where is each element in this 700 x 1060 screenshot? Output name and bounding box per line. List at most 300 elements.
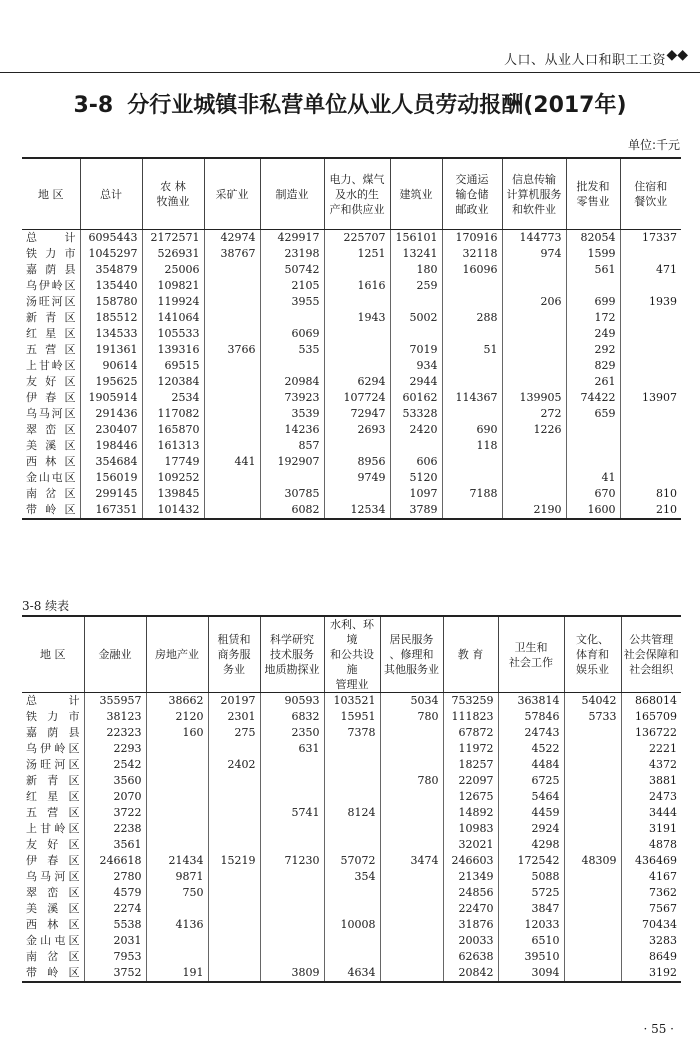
value-cell: 10008 (324, 917, 380, 933)
value-cell: 292 (566, 342, 620, 358)
table-row (22, 885, 681, 901)
labor-remuneration-table-part1 (22, 157, 681, 520)
value-cell: 165870 (142, 422, 204, 438)
value-cell: 62638 (443, 949, 498, 965)
value-cell (146, 949, 208, 965)
table-number: 3-8 (73, 93, 114, 118)
value-cell (146, 789, 208, 805)
value-cell: 71230 (260, 853, 324, 869)
value-cell: 10983 (443, 821, 498, 837)
value-cell: 57846 (498, 709, 564, 725)
value-cell (390, 294, 442, 310)
table-row (22, 278, 681, 294)
region-name-cell: 新青区 (22, 310, 80, 326)
value-cell (442, 502, 502, 519)
value-cell (502, 262, 566, 278)
value-cell: 38767 (204, 246, 260, 262)
value-cell: 1251 (324, 246, 390, 262)
region-name-cell: 铁力市 (22, 709, 84, 725)
table-row (22, 709, 681, 725)
value-cell: 429917 (260, 230, 324, 247)
table-row (22, 901, 681, 917)
value-cell (146, 805, 208, 821)
value-cell: 2120 (146, 709, 208, 725)
value-cell (502, 358, 566, 374)
region-name-cell: 美溪区 (22, 901, 84, 917)
value-cell: 4484 (498, 757, 564, 773)
value-cell: 156101 (390, 230, 442, 247)
value-cell (380, 949, 443, 965)
value-cell: 6725 (498, 773, 564, 789)
value-cell: 1045297 (80, 246, 142, 262)
value-cell: 5120 (390, 470, 442, 486)
value-cell: 118 (442, 438, 502, 454)
value-cell: 606 (390, 454, 442, 470)
region-name-cell: 红星区 (22, 326, 80, 342)
value-cell: 160 (146, 725, 208, 741)
value-cell (324, 949, 380, 965)
value-cell (564, 885, 621, 901)
value-cell (620, 278, 681, 294)
value-cell: 299145 (80, 486, 142, 502)
value-cell: 73923 (260, 390, 324, 406)
value-cell: 1939 (649, 295, 677, 308)
value-cell (620, 406, 681, 422)
value-cell: 249 (566, 326, 620, 342)
value-cell (260, 789, 324, 805)
value-cell: 42974 (204, 230, 260, 247)
value-cell (324, 294, 390, 310)
value-cell: 2238 (84, 821, 146, 837)
value-cell: 291436 (80, 406, 142, 422)
value-cell: 13241 (390, 246, 442, 262)
value-cell (566, 438, 620, 454)
value-cell: 114367 (442, 390, 502, 406)
value-cell (380, 789, 443, 805)
value-cell: 631 (260, 741, 324, 757)
value-cell (566, 422, 620, 438)
value-cell (260, 885, 324, 901)
region-name-cell: 总 计 (22, 693, 84, 710)
value-cell (324, 885, 380, 901)
value-cell: 32118 (442, 246, 502, 262)
value-cell: 1226 (502, 422, 566, 438)
value-cell: 5088 (498, 869, 564, 885)
value-cell (208, 773, 260, 789)
column-header: 农 林 牧渔业 (142, 158, 204, 230)
table-header-row (22, 158, 681, 230)
value-cell: 3789 (390, 502, 442, 519)
value-cell: 18257 (443, 757, 498, 773)
value-cell: 2780 (84, 869, 146, 885)
value-cell (380, 805, 443, 821)
region-name-cell: 友好区 (22, 837, 84, 853)
table-row (22, 502, 681, 519)
value-cell: 3191 (649, 822, 677, 835)
value-cell (208, 837, 260, 853)
value-cell: 17337 (642, 231, 677, 244)
region-name-cell: 金山屯区 (22, 933, 84, 949)
column-header: 房地产业 (146, 616, 208, 693)
value-cell: 24743 (498, 725, 564, 741)
value-cell: 185512 (80, 310, 142, 326)
region-name-cell: 乌伊岭区 (22, 278, 80, 294)
value-cell: 2402 (208, 757, 260, 773)
value-cell: 90593 (260, 693, 324, 710)
region-name-cell: 汤旺河区 (22, 757, 84, 773)
value-cell: 3847 (498, 901, 564, 917)
value-cell (146, 773, 208, 789)
value-cell (204, 358, 260, 374)
value-cell (324, 262, 390, 278)
value-cell (204, 310, 260, 326)
value-cell: 810 (656, 487, 677, 500)
table-row (22, 374, 681, 390)
table-row (22, 917, 681, 933)
value-cell: 3766 (204, 342, 260, 358)
value-cell (442, 278, 502, 294)
value-cell: 21349 (443, 869, 498, 885)
value-cell (324, 741, 380, 757)
value-cell: 12534 (324, 502, 390, 519)
column-header: 科学研究 技术服务 地质勘探业 (260, 616, 324, 693)
value-cell: 14892 (443, 805, 498, 821)
value-cell: 32021 (443, 837, 498, 853)
value-cell (204, 262, 260, 278)
region-name-cell: 总 计 (22, 230, 80, 247)
value-cell: 105533 (142, 326, 204, 342)
region-name-cell: 带岭区 (22, 502, 80, 519)
region-name-cell: 美溪区 (22, 438, 80, 454)
column-header: 电力、煤气 及水的生 产和供应业 (324, 158, 390, 230)
table-row (22, 725, 681, 741)
value-cell: 780 (380, 709, 443, 725)
value-cell: 436469 (635, 854, 677, 867)
value-cell: 7567 (649, 902, 677, 915)
value-cell (564, 837, 621, 853)
value-cell: 165709 (635, 710, 677, 723)
value-cell (260, 837, 324, 853)
value-cell: 4372 (649, 758, 677, 771)
table-row (22, 262, 681, 278)
value-cell (260, 757, 324, 773)
value-cell: 659 (566, 406, 620, 422)
value-cell (324, 773, 380, 789)
value-cell: 6832 (260, 709, 324, 725)
column-header: 租赁和 商务服 务业 (208, 616, 260, 693)
region-name-cell: 乌伊岭区 (22, 741, 84, 757)
value-cell (208, 789, 260, 805)
value-cell: 206 (502, 294, 566, 310)
region-name-cell: 五营区 (22, 342, 80, 358)
table-row (22, 869, 681, 885)
value-cell (204, 438, 260, 454)
value-cell (564, 741, 621, 757)
value-cell: 2693 (324, 422, 390, 438)
value-cell: 275 (208, 725, 260, 741)
table-row (22, 837, 681, 853)
value-cell (208, 805, 260, 821)
value-cell: 17749 (142, 454, 204, 470)
value-cell (564, 949, 621, 965)
value-cell (204, 470, 260, 486)
value-cell: 48309 (564, 853, 621, 869)
value-cell: 934 (390, 358, 442, 374)
value-cell: 2274 (84, 901, 146, 917)
value-cell (566, 454, 620, 470)
continued-label: 3-8 续表 (22, 599, 70, 613)
value-cell (146, 821, 208, 837)
value-cell (208, 917, 260, 933)
value-cell (620, 438, 681, 454)
value-cell: 259 (390, 278, 442, 294)
value-cell: 4522 (498, 741, 564, 757)
value-cell: 5741 (260, 805, 324, 821)
value-cell: 3094 (498, 965, 564, 982)
column-header: 水利、环境 和公共设施 管理业 (324, 616, 380, 693)
value-cell (324, 757, 380, 773)
value-cell (324, 486, 390, 502)
value-cell (620, 246, 681, 262)
table-title: 分行业城镇非私营单位从业人员劳动报酬(2017年) (127, 93, 627, 118)
value-cell: 1905914 (80, 390, 142, 406)
value-cell: 60162 (390, 390, 442, 406)
region-name-cell: 翠峦区 (22, 885, 84, 901)
value-cell (208, 901, 260, 917)
value-cell: 7953 (84, 949, 146, 965)
table-row (22, 805, 681, 821)
value-cell: 3560 (84, 773, 146, 789)
column-header: 制造业 (260, 158, 324, 230)
value-cell: 12675 (443, 789, 498, 805)
table-row (22, 310, 681, 326)
value-cell: 561 (566, 262, 620, 278)
column-header: 批发和 零售业 (566, 158, 620, 230)
column-header: 信息传输 计算机服务 和软件业 (502, 158, 566, 230)
value-cell: 670 (566, 486, 620, 502)
value-cell: 38123 (84, 709, 146, 725)
value-cell: 82054 (566, 230, 620, 247)
region-name-cell: 友好区 (22, 374, 80, 390)
value-cell (146, 901, 208, 917)
value-cell: 11972 (443, 741, 498, 757)
value-cell (564, 933, 621, 949)
column-header: 居民服务 、修理和 其他服务业 (380, 616, 443, 693)
value-cell: 3809 (260, 965, 324, 982)
value-cell: 15951 (324, 709, 380, 725)
value-cell (502, 374, 566, 390)
value-cell (208, 949, 260, 965)
value-cell (564, 869, 621, 885)
value-cell: 107724 (324, 390, 390, 406)
value-cell (380, 837, 443, 853)
value-cell (564, 901, 621, 917)
unit-label: 单位:千元 (627, 138, 680, 152)
table-row (22, 741, 681, 757)
value-cell (204, 486, 260, 502)
value-cell: 74422 (566, 390, 620, 406)
running-header (0, 42, 700, 73)
value-cell: 5538 (84, 917, 146, 933)
value-cell: 3539 (260, 406, 324, 422)
value-cell (390, 438, 442, 454)
value-cell: 50742 (260, 262, 324, 278)
value-cell (260, 310, 324, 326)
value-cell: 14236 (260, 422, 324, 438)
value-cell (380, 869, 443, 885)
region-column-header: 地 区 (22, 616, 84, 693)
page-title (0, 88, 700, 119)
table-row (22, 326, 681, 342)
value-cell: 699 (566, 294, 620, 310)
table-row (22, 853, 681, 869)
value-cell (620, 342, 681, 358)
value-cell: 5464 (498, 789, 564, 805)
region-name-cell: 翠峦区 (22, 422, 80, 438)
value-cell: 4634 (324, 965, 380, 982)
value-cell: 170916 (442, 230, 502, 247)
value-cell (502, 454, 566, 470)
value-cell: 354879 (80, 262, 142, 278)
column-header: 金融业 (84, 616, 146, 693)
value-cell: 868014 (635, 694, 677, 707)
region-name-cell: 红星区 (22, 789, 84, 805)
region-name-cell: 上甘岭区 (22, 358, 80, 374)
region-name-cell: 新青区 (22, 773, 84, 789)
value-cell: 41 (566, 470, 620, 486)
table-row (22, 933, 681, 949)
table-row (22, 390, 681, 406)
value-cell: 7362 (649, 886, 677, 899)
value-cell: 20033 (443, 933, 498, 949)
value-cell: 8956 (324, 454, 390, 470)
value-cell (260, 901, 324, 917)
value-cell: 135440 (80, 278, 142, 294)
value-cell: 192907 (260, 454, 324, 470)
value-cell: 4878 (649, 838, 677, 851)
table-header-row (22, 616, 681, 693)
value-cell (204, 326, 260, 342)
value-cell (380, 821, 443, 837)
value-cell: 6294 (324, 374, 390, 390)
value-cell: 974 (502, 246, 566, 262)
value-cell (204, 278, 260, 294)
value-cell (564, 805, 621, 821)
value-cell: 72947 (324, 406, 390, 422)
value-cell: 6082 (260, 502, 324, 519)
value-cell: 2473 (649, 790, 677, 803)
value-cell: 8649 (649, 950, 677, 963)
column-header: 总计 (80, 158, 142, 230)
value-cell: 30785 (260, 486, 324, 502)
value-cell: 24856 (443, 885, 498, 901)
value-cell (260, 949, 324, 965)
value-cell: 261 (566, 374, 620, 390)
region-name-cell: 西林区 (22, 454, 80, 470)
region-name-cell: 嘉荫县 (22, 262, 80, 278)
value-cell: 3752 (84, 965, 146, 982)
value-cell: 5725 (498, 885, 564, 901)
value-cell: 288 (442, 310, 502, 326)
value-cell (442, 358, 502, 374)
value-cell: 51 (442, 342, 502, 358)
value-cell: 3474 (380, 853, 443, 869)
value-cell (442, 406, 502, 422)
value-cell: 3192 (621, 965, 681, 982)
value-cell: 6510 (498, 933, 564, 949)
table-row (22, 406, 681, 422)
value-cell: 20842 (443, 965, 498, 982)
value-cell (442, 374, 502, 390)
value-cell (564, 725, 621, 741)
region-name-cell: 乌马河区 (22, 406, 80, 422)
value-cell (208, 885, 260, 901)
value-cell: 272 (502, 406, 566, 422)
value-cell: 15219 (208, 853, 260, 869)
value-cell: 6069 (260, 326, 324, 342)
value-cell (324, 358, 390, 374)
value-cell: 16096 (442, 262, 502, 278)
value-cell: 857 (260, 438, 324, 454)
value-cell (324, 837, 380, 853)
value-cell: 57072 (324, 853, 380, 869)
value-cell: 12033 (498, 917, 564, 933)
value-cell: 191 (146, 965, 208, 982)
value-cell: 8124 (324, 805, 380, 821)
value-cell: 22097 (443, 773, 498, 789)
table-row (22, 949, 681, 965)
value-cell: 225707 (324, 230, 390, 247)
value-cell: 38662 (146, 693, 208, 710)
value-cell: 25006 (142, 262, 204, 278)
value-cell (442, 294, 502, 310)
value-cell: 20984 (260, 374, 324, 390)
value-cell: 6095443 (80, 230, 142, 247)
value-cell: 7188 (442, 486, 502, 502)
value-cell (146, 741, 208, 757)
value-cell (380, 725, 443, 741)
value-cell: 3722 (84, 805, 146, 821)
value-cell: 5002 (390, 310, 442, 326)
value-cell: 3881 (649, 774, 677, 787)
value-cell (566, 278, 620, 294)
value-cell (324, 326, 390, 342)
region-name-cell: 带岭区 (22, 965, 84, 982)
value-cell: 144773 (502, 230, 566, 247)
value-cell: 22470 (443, 901, 498, 917)
value-cell: 1600 (566, 502, 620, 519)
value-cell: 780 (380, 773, 443, 789)
value-cell: 750 (146, 885, 208, 901)
value-cell (146, 757, 208, 773)
value-cell: 2420 (390, 422, 442, 438)
value-cell (380, 885, 443, 901)
value-cell: 4459 (498, 805, 564, 821)
value-cell: 23198 (260, 246, 324, 262)
region-column-header: 地 区 (22, 158, 80, 230)
value-cell (260, 917, 324, 933)
value-cell: 39510 (498, 949, 564, 965)
value-cell: 139845 (142, 486, 204, 502)
column-header: 采矿业 (204, 158, 260, 230)
value-cell (442, 470, 502, 486)
value-cell (380, 917, 443, 933)
value-cell: 3283 (649, 934, 677, 947)
value-cell: 2301 (208, 709, 260, 725)
value-cell (324, 342, 390, 358)
value-cell (324, 789, 380, 805)
table-row (22, 773, 681, 789)
